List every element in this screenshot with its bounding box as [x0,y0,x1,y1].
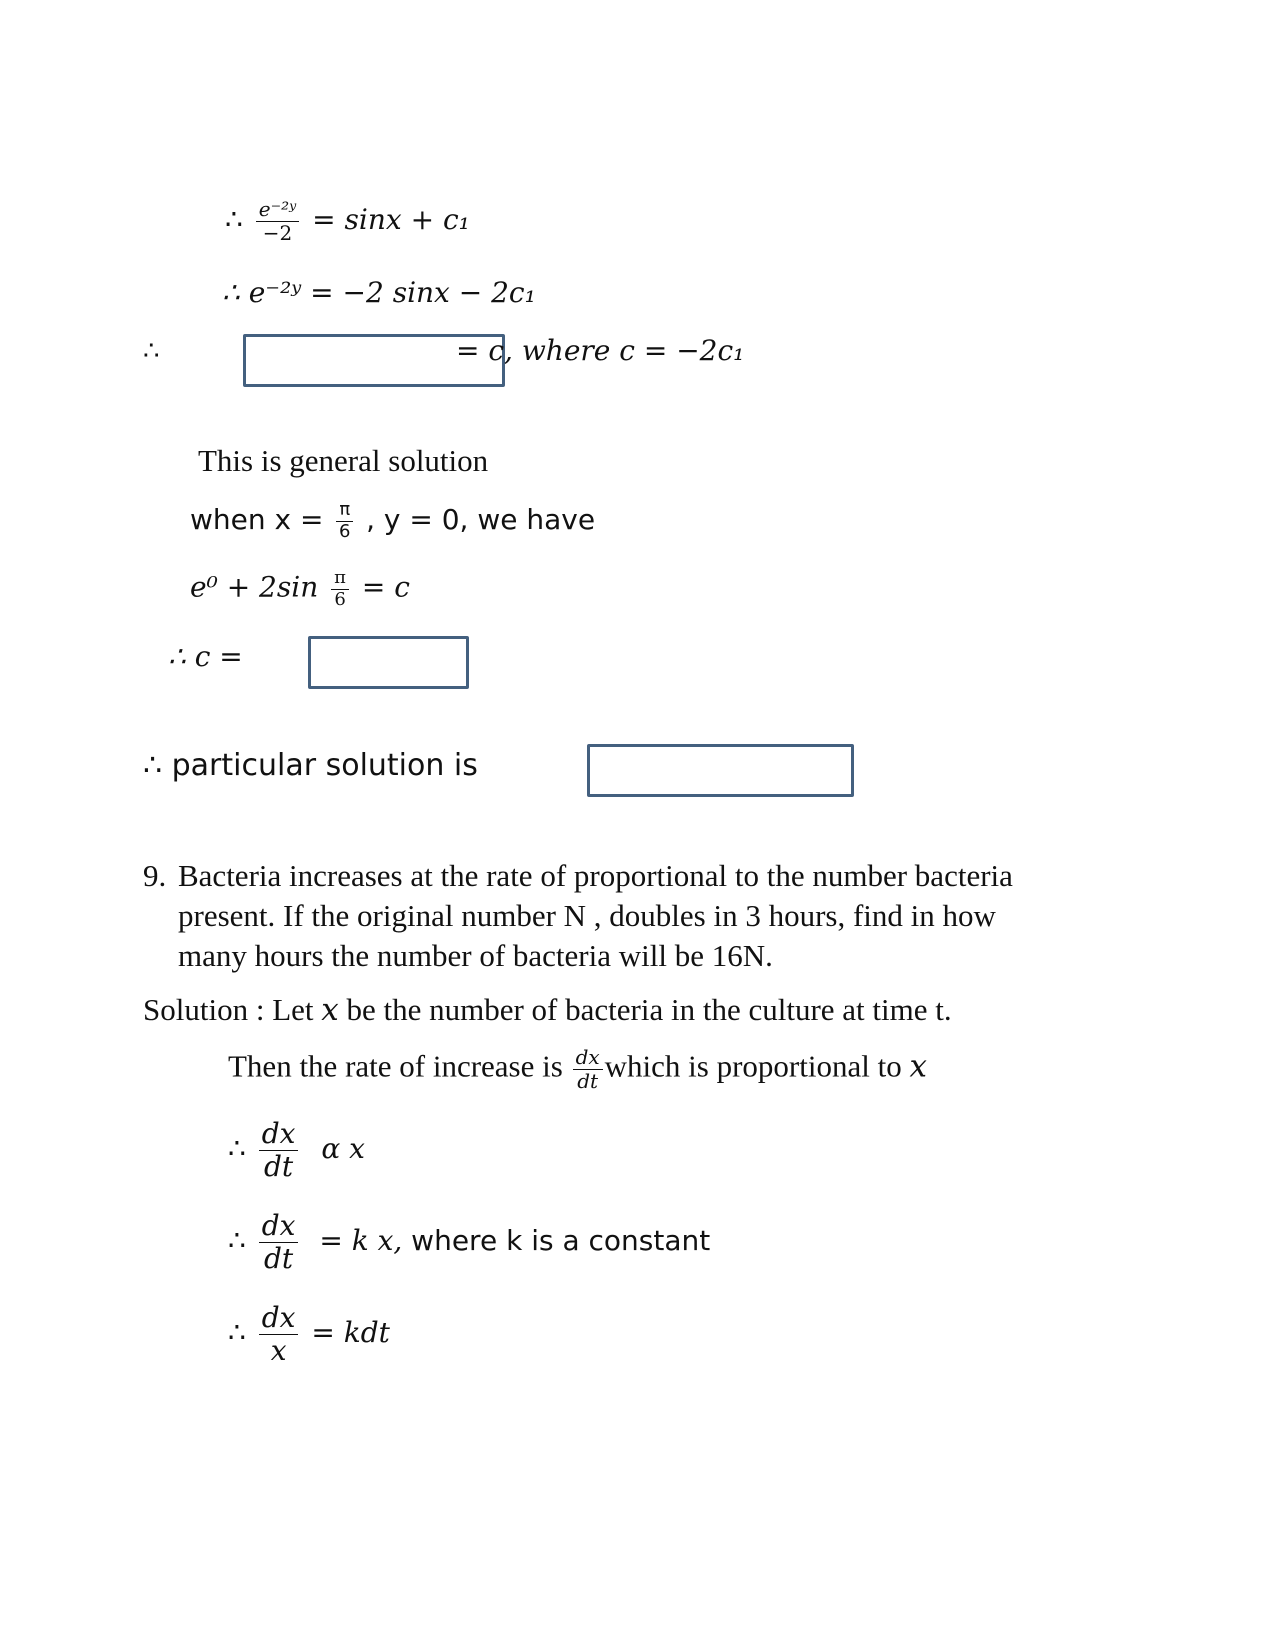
condition-suffix: , y = 0, we have [366,503,596,537]
answer-box-particular-solution[interactable] [587,744,854,797]
rate-suffix: which is proportional to [604,1048,910,1084]
solution-line [143,992,952,1028]
therefore-symbol: ∴ [225,203,243,236]
equation-rhs: = k x, [319,1224,403,1258]
rate-prefix: Then the rate of increase is [228,1048,563,1084]
answer-box-c-value[interactable] [308,636,469,689]
problem-line-2: present. If the original number N , doubles in 3 hours, find in how [178,898,996,933]
fraction-denominator: x [270,1334,287,1368]
fraction-numerator: dx [259,1210,299,1243]
c-equals-label: ∴ c = [168,640,243,673]
fraction-numerator: dx [259,1118,299,1151]
problem-line-3: many hours the number of bacteria will be 16N. [178,938,773,973]
constant-note: where k is a constant [402,1224,711,1258]
proportional-step [228,1118,365,1183]
problem-line-1: Bacteria increases at the rate of proportional to the number bacteria [178,858,1013,893]
fraction-denominator: dt [264,1150,294,1184]
equation-lhs: ∴ e⁻²ʸ [222,276,302,309]
pi-over-6-fraction [336,500,353,542]
dx-over-x-fraction [259,1302,299,1367]
fraction-denominator: 6 [334,588,346,610]
solution-suffix: be the number of bacteria in the culture at time t. [338,992,952,1027]
e0-equation [190,568,410,610]
therefore-symbol: ∴ [228,1316,246,1350]
general-solution-text: This is general solution [198,443,489,478]
initial-condition-line [190,500,595,542]
separated-step [228,1302,390,1367]
fraction-denominator: dt [264,1242,294,1276]
dx-dt-fraction [259,1210,299,1275]
dx-dt-fraction [573,1046,603,1093]
fraction-numerator: e⁻²ʸ [256,198,300,222]
fraction-numerator: dx [573,1046,603,1070]
equation-rhs: = −2 sinx − 2c₁ [310,276,536,309]
therefore-symbol: ∴ [228,1224,246,1258]
equation-e-2y [222,276,536,309]
fraction-denominator: 6 [339,520,351,542]
fraction-numerator: dx [259,1302,299,1335]
equation-rhs: = kdt [311,1316,390,1350]
therefore-symbol: ∴ [143,336,160,365]
fraction-numerator: π [331,568,349,590]
fraction [256,198,300,245]
rate-of-increase-line [228,1046,927,1093]
equation-rhs: = c [361,570,410,604]
constant-step [228,1210,710,1275]
fraction-denominator: −2 [262,221,293,245]
fraction-denominator: dt [577,1069,599,1093]
fraction-numerator: π [336,500,353,522]
variable-x: x [321,992,339,1028]
equation-e-2y-over-minus2 [225,198,470,245]
therefore-symbol: ∴ [228,1132,246,1166]
condition-prefix: when x = [190,503,324,537]
pi-over-6-fraction [331,568,349,610]
problem-number: 9. [143,858,167,893]
variable-x: x [909,1048,927,1085]
equation-rhs: = sinx + c₁ [312,203,470,236]
solution-prefix: Solution : Let [143,992,322,1027]
dx-dt-fraction [259,1118,299,1183]
equation-c-definition: = c, where c = −2c₁ [456,334,745,367]
particular-solution-label: ∴ particular solution is [143,748,478,783]
proportional-rhs: α x [321,1132,365,1166]
equation-lhs: e⁰ + 2sin [190,570,319,604]
